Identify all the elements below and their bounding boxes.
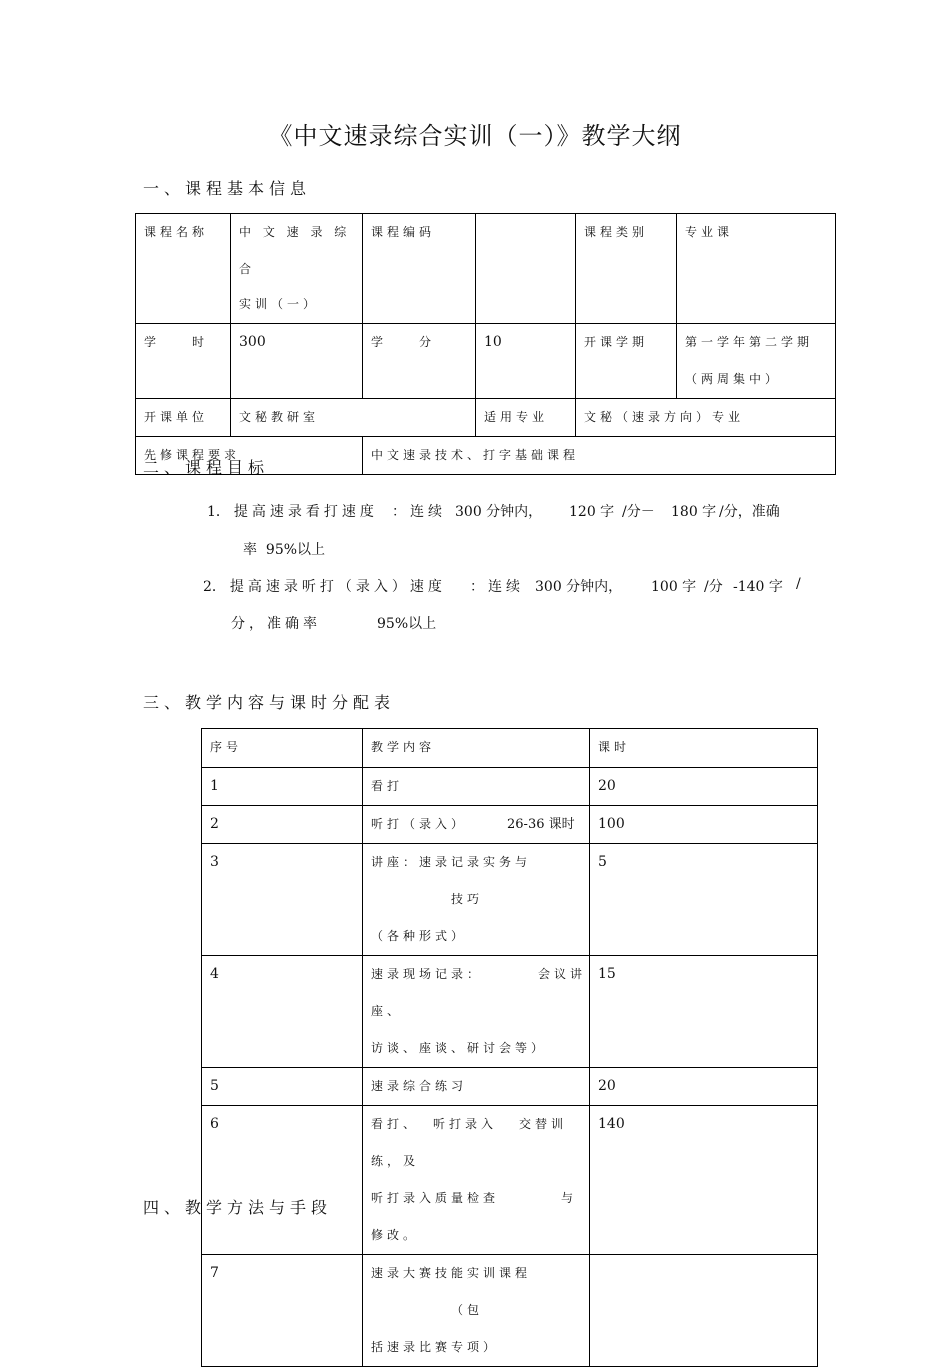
row-no: 6 [202, 1106, 363, 1255]
goal-1-col-c: 120 字 [569, 504, 615, 520]
prereq-label: 先修课程要求 [136, 437, 363, 475]
course-name-line2: 实训（一） [239, 297, 320, 311]
row-content-a: 听打（录入） [371, 817, 468, 831]
goal-1-title: ．提高速录看打速度 [215, 504, 378, 520]
row-no: 1 [202, 768, 363, 806]
course-name-label: 课程名称 [136, 214, 231, 324]
row-hours: 5 [590, 844, 818, 956]
course-code-label: 课程编码 [363, 214, 476, 324]
row-content [363, 844, 590, 956]
goal-2-col-d: /分 [704, 579, 723, 595]
goal-1-line2-a: 率 [243, 542, 257, 558]
row-content [363, 1106, 590, 1255]
info-row-1 [136, 214, 836, 324]
course-type-label: 课程类别 [576, 214, 677, 324]
row-content-tail: 技巧 [451, 892, 484, 906]
goal-1-text [207, 501, 378, 521]
goal-2-col-b: 300 分钟内， [535, 579, 623, 595]
goal-2-col-f: / [796, 576, 801, 592]
row-no: 5 [202, 1068, 363, 1106]
row-no: 3 [202, 844, 363, 956]
row-hours: 20 [590, 1068, 818, 1106]
row-hours: 140 [590, 1106, 818, 1255]
row-content [363, 956, 590, 1068]
info-row-3 [136, 399, 836, 437]
table-row [202, 1068, 818, 1106]
row-content-b: 听打录入 [433, 1117, 498, 1131]
goal-1-line2-b: 95%以上 [265, 542, 326, 558]
row-content-line2: 括速录比赛专项） [371, 1340, 500, 1354]
hours-label: 学 时 [136, 324, 231, 399]
goal-2-number: 2 [203, 579, 212, 595]
goal-1-col-f: /分，准确 [719, 504, 780, 520]
goal-2-line2 [231, 613, 436, 633]
major-label: 适用专业 [476, 399, 576, 437]
table-row [202, 768, 818, 806]
goal-1-col-e: 180 字 [671, 504, 717, 520]
row-content-tail: （包 [451, 1303, 484, 1317]
course-info-table [135, 213, 836, 475]
credits-value: 10 [476, 324, 576, 399]
row-content: 速录综合练习 [363, 1068, 590, 1106]
table-row [202, 956, 818, 1068]
content-header-row [202, 729, 818, 768]
table-row [202, 844, 818, 956]
goal-1-number: 1 [207, 504, 216, 520]
row-no: 4 [202, 956, 363, 1068]
goal-2-line2-b: 95%以上 [377, 616, 437, 632]
hours-value: 300 [231, 324, 363, 399]
document-title: 《中文速录综合实训（一）》教学大纲 [268, 122, 682, 150]
row-hours: 20 [590, 768, 818, 806]
row-no: 7 [202, 1255, 363, 1367]
table-row [202, 1106, 818, 1255]
row-hours [590, 1255, 818, 1367]
row-content-line2: 访谈、座谈、研讨会等） [371, 1041, 548, 1055]
row-content-a: 看打、 [371, 1117, 420, 1131]
course-type-value: 专业课 [677, 214, 836, 324]
row-content-line2-tail: 与修改。 [371, 1191, 578, 1242]
goal-2-col-c: 100 字 [651, 579, 697, 595]
row-no: 2 [202, 806, 363, 844]
semester-value [677, 324, 836, 399]
course-content-table [201, 728, 818, 1367]
row-content-a: 速录大赛技能实训课程 [371, 1266, 532, 1280]
goal-2-title: ．提高速录听打（录入）速度 [211, 579, 446, 595]
row-content: 看打 [363, 768, 590, 806]
goal-2-col-e: -140 字 [733, 579, 783, 595]
dept-label: 开课单位 [136, 399, 231, 437]
section3-heading: 三、教学内容与课时分配表 [143, 693, 396, 712]
col-header-hours: 课时 [590, 729, 818, 768]
semester-line2: （两周集中） [685, 372, 782, 386]
row-content-b: 26-36 课时 [507, 817, 575, 832]
row-content-tail: 会议讲座、 [371, 967, 587, 1018]
prereq-value: 中文速录技术、打字基础课程 [363, 437, 836, 475]
major-value: 文秘（速录方向）专业 [576, 399, 836, 437]
goal-2-col-a: ：连续 [470, 579, 524, 595]
goal-2-text [203, 576, 446, 596]
semester-line1: 第一学年第二学期 [685, 335, 814, 349]
goal-1-col-a: ：连续 [392, 504, 446, 520]
col-header-no: 序号 [202, 729, 363, 768]
goal-1-col-d: /分－ [622, 504, 655, 520]
course-name-line1: 中 文 速 录 综 合 [239, 225, 351, 276]
semester-label: 开课学期 [576, 324, 677, 399]
row-hours: 15 [590, 956, 818, 1068]
section2-heading: 二、课程目标 [143, 458, 270, 477]
goal-2-line2-a: 分，准确率 [231, 616, 321, 632]
col-header-content: 教学内容 [363, 729, 590, 768]
info-row-2 [136, 324, 836, 399]
row-content-line2: 听打录入质量检查 [371, 1191, 500, 1205]
table-row [202, 1255, 818, 1367]
section1-heading: 一、课程基本信息 [143, 179, 312, 198]
section4-heading: 四、教学方法与手段 [143, 1198, 333, 1217]
goal-1-col-b: 300 分钟内， [455, 504, 543, 520]
dept-value: 文秘教研室 [231, 399, 476, 437]
row-content [363, 1255, 590, 1367]
row-content-tail: 交替训练，及 [371, 1117, 568, 1168]
goal-1-line2 [243, 539, 325, 559]
credits-label: 学 分 [363, 324, 476, 399]
row-content-a: 讲座：速录记录实务与 [371, 855, 532, 869]
course-name-value [231, 214, 363, 324]
table-row [202, 806, 818, 844]
row-hours: 100 [590, 806, 818, 844]
row-content-a: 速录现场记录： [371, 967, 484, 981]
row-content-line2: （各种形式） [371, 929, 468, 943]
row-content [363, 806, 590, 844]
course-code-value [476, 214, 576, 324]
